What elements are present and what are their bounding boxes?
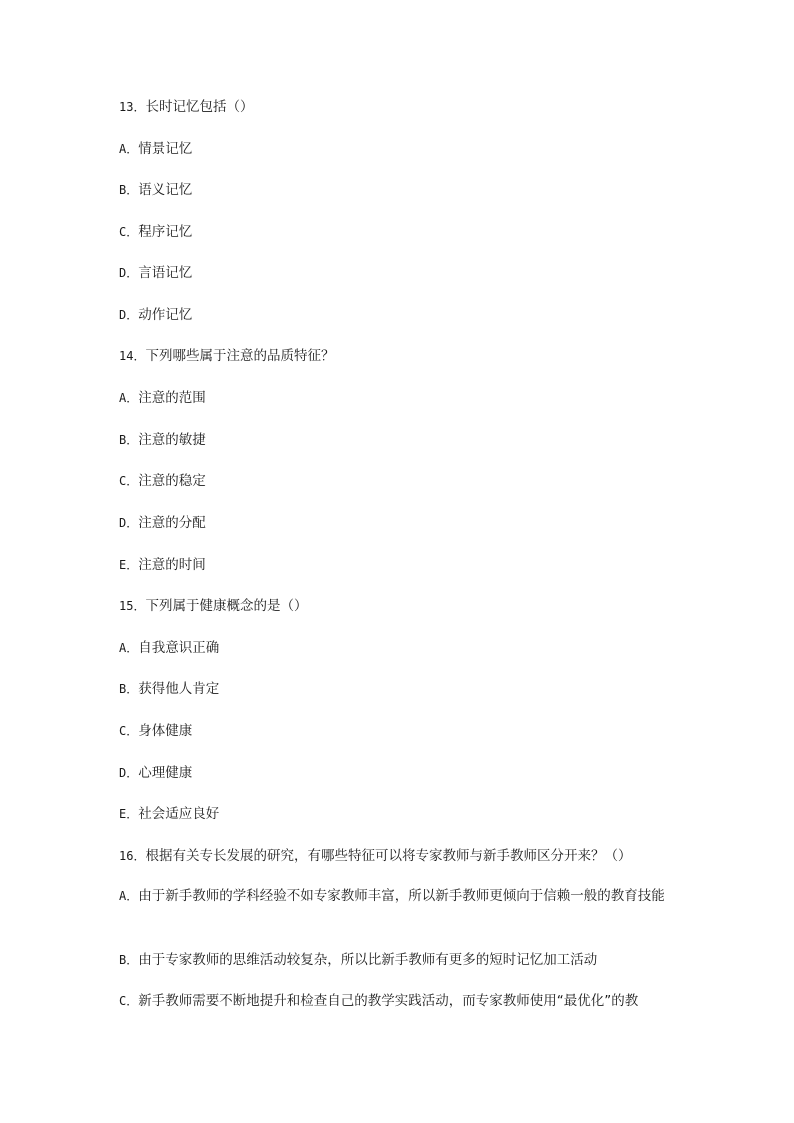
option-label: D． bbox=[119, 766, 139, 780]
option-item bbox=[119, 471, 679, 491]
option-item bbox=[119, 180, 679, 200]
option-label: B． bbox=[119, 183, 139, 197]
option-label: A． bbox=[119, 142, 139, 156]
question-number: 13． bbox=[119, 100, 146, 114]
option-text: 注意的稳定 bbox=[138, 473, 206, 489]
option-label: A． bbox=[119, 641, 139, 655]
option-label: E． bbox=[119, 558, 139, 572]
option-item bbox=[119, 513, 679, 533]
option-text: 社会适应良好 bbox=[138, 806, 220, 822]
option-text: 心理健康 bbox=[138, 765, 193, 781]
option-text: 注意的分配 bbox=[138, 515, 206, 531]
option-label: E． bbox=[119, 807, 139, 821]
option-label: D． bbox=[119, 516, 139, 530]
question-13-stem bbox=[119, 97, 679, 117]
question-text: 下列哪些属于注意的品质特征？ bbox=[145, 348, 335, 364]
option-item bbox=[119, 222, 679, 242]
option-label: B． bbox=[119, 433, 139, 447]
question-text: 下列属于健康概念的是（） bbox=[145, 598, 308, 614]
option-label: D． bbox=[119, 266, 139, 280]
option-text: 获得他人肯定 bbox=[138, 681, 220, 697]
option-text: 注意的敏捷 bbox=[138, 432, 206, 448]
question-text: 根据有关专长发展的研究，有哪些特征可以将专家教师与新手教师区分开来？（） bbox=[145, 848, 632, 864]
option-item bbox=[119, 638, 679, 658]
option-text: 语义记忆 bbox=[138, 182, 193, 198]
option-label: C． bbox=[119, 474, 139, 488]
question-14-stem bbox=[119, 346, 679, 366]
question-16-stem bbox=[119, 846, 679, 866]
option-item bbox=[119, 305, 679, 325]
option-label: B． bbox=[119, 682, 139, 696]
option-text: 动作记忆 bbox=[138, 307, 193, 323]
question-number: 15． bbox=[119, 599, 146, 613]
option-item bbox=[119, 886, 679, 906]
option-label: A． bbox=[119, 391, 139, 405]
question-number: 14． bbox=[119, 349, 146, 363]
option-text: 注意的范围 bbox=[138, 390, 206, 406]
option-item bbox=[119, 263, 679, 283]
option-item bbox=[119, 721, 679, 741]
question-15-stem bbox=[119, 596, 679, 616]
option-item bbox=[119, 991, 679, 1011]
option-text: 情景记忆 bbox=[138, 141, 193, 157]
question-number: 16． bbox=[119, 849, 146, 863]
option-item bbox=[119, 388, 679, 408]
option-text: 新手教师需要不断地提升和检查自己的教学实践活动，而专家教师使用“最优化”的教 bbox=[138, 993, 639, 1009]
option-item bbox=[119, 950, 679, 970]
option-label: C． bbox=[119, 225, 139, 239]
option-item bbox=[119, 139, 679, 159]
question-text: 长时记忆包括（） bbox=[145, 99, 254, 115]
option-text: 由于专家教师的思维活动较复杂，所以比新手教师有更多的短时记忆加工活动 bbox=[138, 952, 598, 968]
option-label: A． bbox=[119, 889, 139, 903]
option-text: 言语记忆 bbox=[138, 265, 193, 281]
option-text: 身体健康 bbox=[138, 723, 193, 739]
option-text: 由于新手教师的学科经验不如专家教师丰富，所以新手教师更倾向于信赖一般的教育技能 bbox=[138, 888, 665, 904]
option-label: C． bbox=[119, 994, 139, 1008]
option-text: 注意的时间 bbox=[138, 557, 206, 573]
option-item bbox=[119, 763, 679, 783]
option-text: 程序记忆 bbox=[138, 224, 193, 240]
option-item bbox=[119, 430, 679, 450]
option-label: B． bbox=[119, 953, 139, 967]
option-item bbox=[119, 555, 679, 575]
option-item bbox=[119, 804, 679, 824]
option-label: C． bbox=[119, 724, 139, 738]
option-item bbox=[119, 679, 679, 699]
option-label: D． bbox=[119, 308, 139, 322]
option-text: 自我意识正确 bbox=[138, 640, 220, 656]
